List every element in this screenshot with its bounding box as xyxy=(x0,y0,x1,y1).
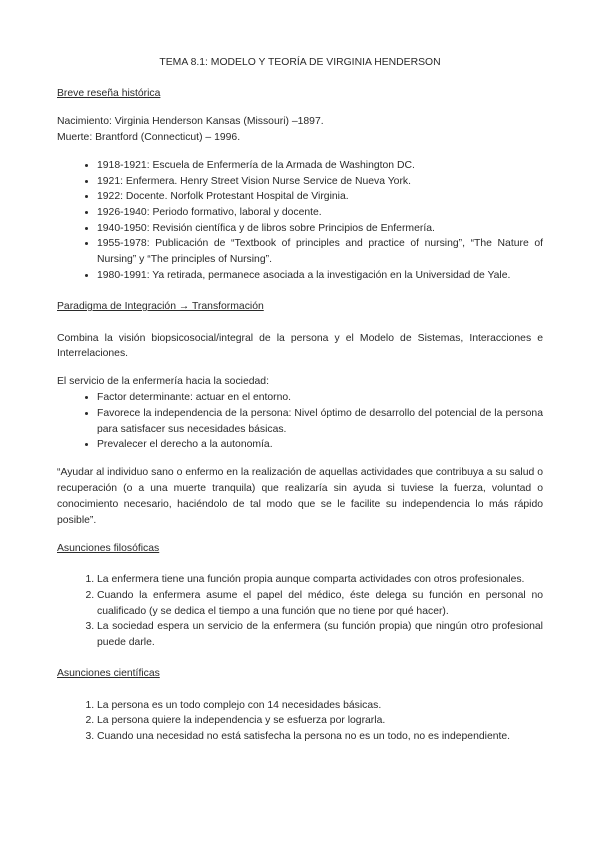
heading-filosoficas: Asunciones filosóficas xyxy=(57,542,160,554)
document-page xyxy=(57,55,543,745)
list-item: • 1955-1978: Publicación de “Textbook of principles and practice of nursing”, “The Nature of Nursing” y “The principles of Nursing”. xyxy=(97,236,543,267)
combina-text: Combina la visión biopsicosocial/integral de la persona y el Modelo de Sistemas, Interacciones e Interrelaciones. xyxy=(57,332,543,360)
heading-cientificas: Asunciones científicas xyxy=(57,668,160,680)
list-item: • 1921: Enfermera. Henry Street Vision Nurse Service de Nueva York. xyxy=(97,174,543,190)
document-title: TEMA 8.1: MODELO Y TEORÍA DE VIRGINIA HENDERSON xyxy=(159,57,441,68)
muerte-text: Muerte: Brantford (Connecticut) – 1996. xyxy=(57,131,241,143)
list-item: 3. Cuando una necesidad no está satisfecha la persona no es un todo, no es independiente. xyxy=(97,729,543,745)
list-item: • 1926-1940: Periodo formativo, laboral y docente. xyxy=(97,205,543,221)
heading-historia: Breve reseña histórica xyxy=(57,87,161,99)
heading-paradigma: Paradigma de Integración → Transformación xyxy=(57,301,264,313)
list-item: • Factor determinante: actuar en el entorno. xyxy=(97,390,543,406)
list-item: 3. La sociedad espera un servicio de la enfermera (su función propia) que ningún otro profesional puede darle. xyxy=(97,619,543,650)
servicio-list xyxy=(57,390,543,453)
servicio-text: El servicio de la enfermería hacia la sociedad: xyxy=(57,376,269,388)
cientificas-list xyxy=(57,698,543,745)
list-item: 2. La persona quiere la independencia y se esfuerza por lograrla. xyxy=(97,713,543,729)
list-item: • 1918-1921: Escuela de Enfermería de la Armada de Washington DC. xyxy=(97,158,543,174)
list-item: 2. Cuando la enfermera asume el papel del médico, éste delega su función en personal no cualificado (y se dedica el tiempo a una función que no tiene por qué hacer). xyxy=(97,588,543,619)
list-item: 1. La persona es un todo complejo con 14 necesidades básicas. xyxy=(97,698,543,714)
list-item: • 1922: Docente. Norfolk Protestant Hospital de Virginia. xyxy=(97,189,543,205)
list-item: • 1980-1991: Ya retirada, permanece asociada a la investigación en la Universidad de Yale. xyxy=(97,268,543,284)
nacimiento-text: Nacimiento: Virginia Henderson Kansas (Missouri) –1897. xyxy=(57,115,324,127)
historia-list xyxy=(57,158,543,284)
list-item: • Favorece la independencia de la persona: Nivel óptimo de desarrollo del potencial de la persona para satisfacer sus necesidades básicas. xyxy=(97,406,543,437)
list-item: • Prevalecer el derecho a la autonomía. xyxy=(97,437,543,453)
list-item: • 1940-1950: Revisión científica y de libros sobre Principios de Enfermería. xyxy=(97,221,543,237)
list-item: 1. La enfermera tiene una función propia aunque comparta actividades con otros profesionales. xyxy=(97,572,543,588)
filosoficas-list xyxy=(57,572,543,651)
henderson-quote: “Ayudar al individuo sano o enfermo en la realización de aquellas actividades que contribuya a su salud o recuperación (o a una muerte tranquila) que realizaría sin ayuda si tuviese la fuerza, voluntad o conocimiento necesario, haciéndolo de tal modo que se le facilite su independencia lo más rápido posible”. xyxy=(57,467,543,526)
